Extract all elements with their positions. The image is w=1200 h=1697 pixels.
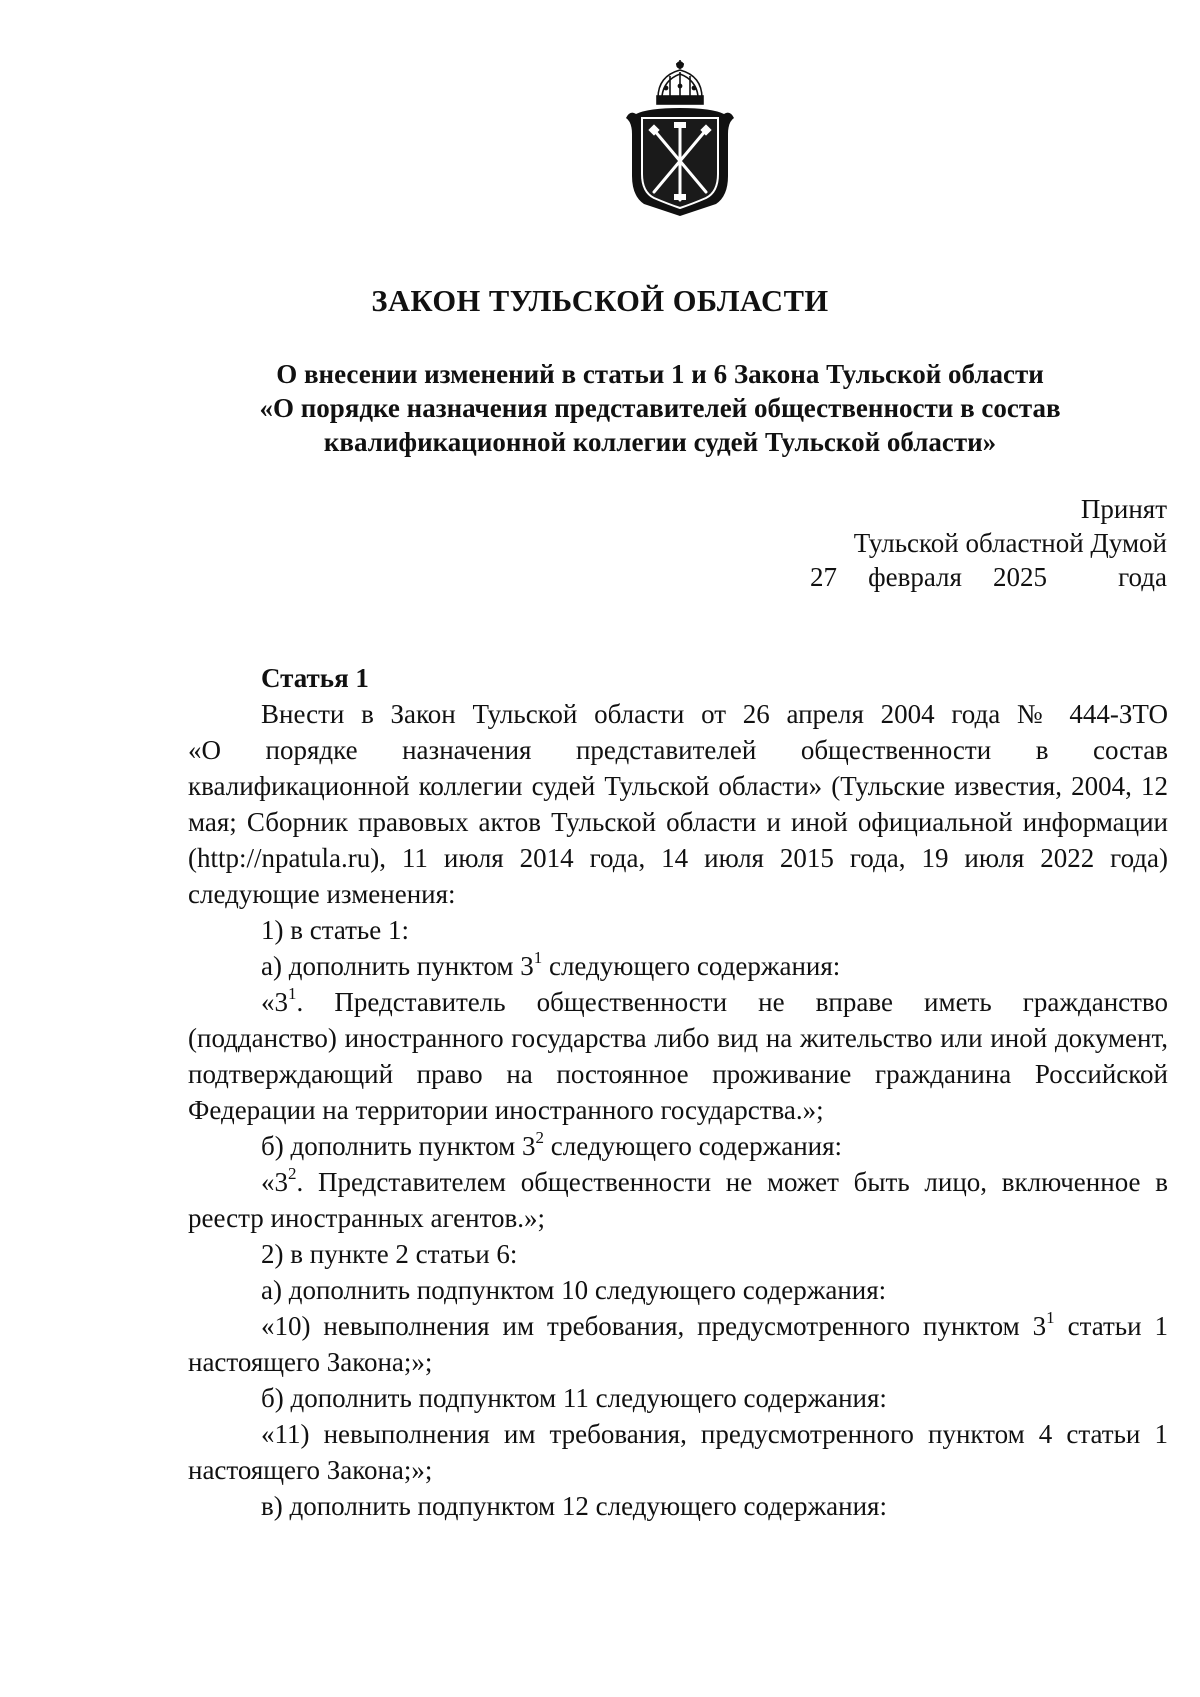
adoption-day: 27 bbox=[810, 562, 837, 592]
adopted-label: Принят bbox=[1080, 494, 1167, 524]
quote-open: «3 bbox=[261, 1167, 288, 1197]
item-text: б) дополнить пунктом 3 bbox=[261, 1131, 536, 1161]
adoption-block bbox=[810, 492, 1167, 594]
superscript: 2 bbox=[535, 1128, 544, 1147]
list-item-1a bbox=[188, 948, 1168, 984]
document-subtitle bbox=[220, 357, 1100, 459]
list-item-1: 1) в статье 1: bbox=[261, 915, 409, 945]
item-text: следующего содержания: bbox=[542, 951, 841, 981]
list-item-2: 2) в пункте 2 статьи 6: bbox=[261, 1239, 518, 1269]
subtitle-line: О внесении изменений в статьи 1 и 6 Закона Тульской области bbox=[276, 359, 1044, 389]
superscript: 1 bbox=[288, 984, 297, 1003]
quote-text: статьи 1 настоящего Закона;»; bbox=[188, 1311, 1168, 1377]
item-text: следующего содержания: bbox=[543, 1131, 843, 1161]
article-title: Статья 1 bbox=[261, 663, 369, 693]
superscript: 2 bbox=[288, 1164, 297, 1183]
adoption-year-word: года bbox=[1118, 562, 1167, 592]
adoption-year: 2025 bbox=[993, 562, 1048, 592]
superscript: 1 bbox=[533, 948, 543, 967]
quote-text: «10) невыполнения им требования, предусмотренного пунктом 3 bbox=[261, 1311, 1047, 1341]
paragraph-intro-rest: «О порядке назначения представителей общественности в состав квалификационной коллегии судей Тульской области» (Тульские известия, 2004, 12 мая; Сборник правовых актов Тульской области и иной официальной информации (http://npatula.ru), 11 июля 2014 года, 14 июля 2015 года, 19 июля 2022 года) следующие изменения: bbox=[188, 735, 1168, 909]
quote-subpoint-10 bbox=[188, 1308, 1168, 1380]
list-item-2a: а) дополнить подпунктом 10 следующего содержания: bbox=[261, 1275, 887, 1305]
adopted-by: Тульской областной Думой bbox=[853, 528, 1167, 558]
superscript: 1 bbox=[1046, 1308, 1055, 1327]
document-title: ЗАКОН ТУЛЬСКОЙ ОБЛАСТИ bbox=[371, 284, 829, 318]
quote-point-3-2 bbox=[188, 1164, 1168, 1236]
quote-text: . Представителем общественности не может быть лицо, включенное в реестр иностранных агентов.»; bbox=[188, 1167, 1168, 1233]
quote-point-3-1 bbox=[188, 984, 1168, 1128]
document-body bbox=[188, 660, 1168, 1524]
tula-coat-of-arms-emblem bbox=[622, 58, 738, 218]
quote-text: . Представитель общественности не вправе иметь гражданство (подданство) иностранного государства либо вид на жительство или иной документ, подтверждающий право на постоянное проживание гражданина Российской Федерации на территории иностранного государства.»; bbox=[188, 987, 1168, 1125]
list-item-1b bbox=[188, 1128, 1168, 1164]
quote-open: «3 bbox=[261, 987, 288, 1017]
list-item-2b: б) дополнить подпунктом 11 следующего содержания: bbox=[261, 1383, 887, 1413]
adoption-date bbox=[810, 560, 1167, 594]
crown-icon bbox=[657, 60, 703, 104]
subtitle-line: «О порядке назначения представителей общественности в состав bbox=[259, 393, 1061, 423]
paragraph-intro-first-line: Внести в Закон Тульской области от 26 апреля 2004 года № 444-ЗТО bbox=[261, 699, 1168, 729]
quote-subpoint-11: «11) невыполнения им требования, предусмотренного пунктом 4 статьи 1 настоящего Закона;»; bbox=[188, 1419, 1168, 1485]
list-item-2c: в) дополнить подпунктом 12 следующего содержания: bbox=[261, 1491, 887, 1521]
item-text: а) дополнить пунктом 3 bbox=[261, 951, 534, 981]
adoption-month: февраля bbox=[868, 562, 962, 592]
subtitle-line: квалификационной коллегии судей Тульской области» bbox=[323, 427, 997, 457]
